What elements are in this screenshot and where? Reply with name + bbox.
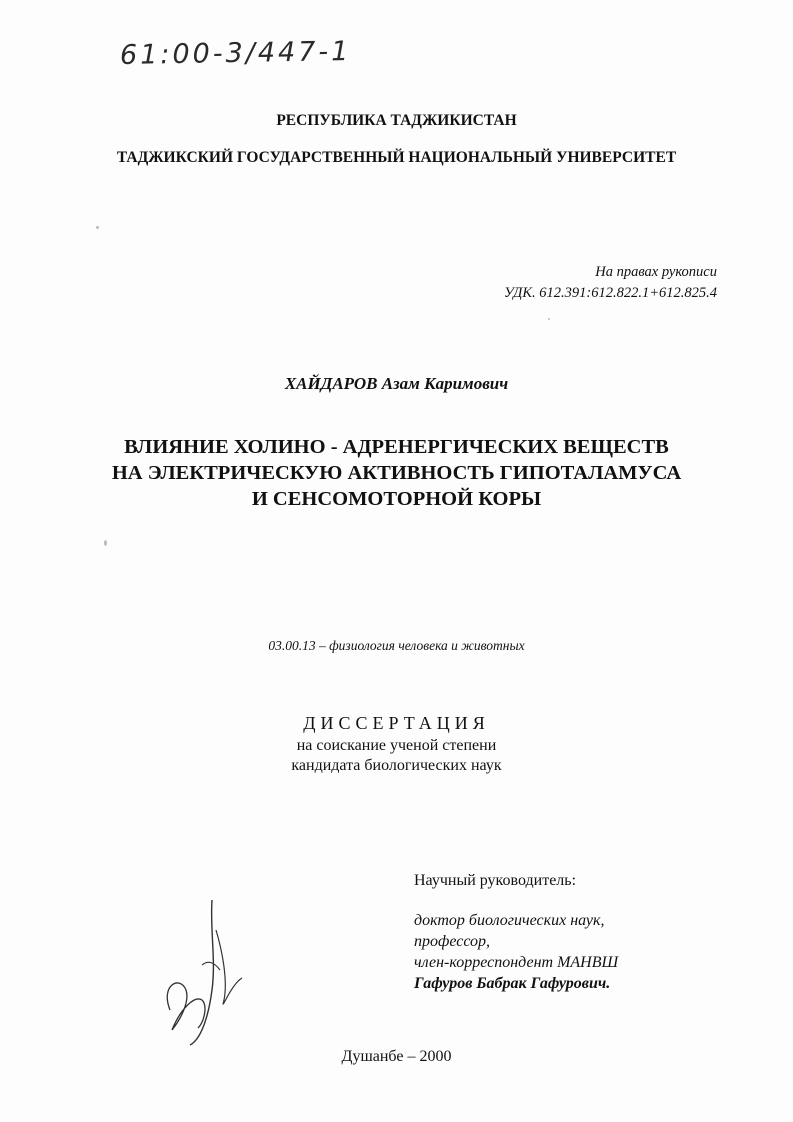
author-given-names: Азам Каримович <box>381 374 509 393</box>
supervisor-rank: профессор, <box>414 933 491 950</box>
supervisor-details <box>414 910 618 994</box>
degree-line-1: на соискание ученой степени <box>296 737 497 754</box>
title-line-1: ВЛИЯНИЕ ХОЛИНО - АДРЕНЕРГИЧЕСКИХ ВЕЩЕСТВ <box>124 436 669 458</box>
country-heading: РЕСПУБЛИКА ТАДЖИКИСТАН <box>276 112 517 129</box>
author-surname: ХАЙДАРОВ <box>284 374 378 393</box>
supervisor-degree: доктор биологических наук, <box>414 912 605 929</box>
manuscript-rights-label: На правах рукописи <box>595 264 717 280</box>
dissertation-title <box>0 434 793 512</box>
city-and-year: Душанбе – 2000 <box>341 1048 452 1065</box>
archive-code-handwritten: 61:00-3/447-1 <box>119 35 352 72</box>
supervisor-name: Гафуров Бабрак Гафурович. <box>414 975 611 992</box>
supervisor-membership: член-корреспондент МАНВШ <box>414 954 619 971</box>
author-name <box>0 374 793 394</box>
title-line-3: И СЕНСОМОТОРНОЙ КОРЫ <box>251 488 542 510</box>
dissertation-label: ДИССЕРТАЦИЯ <box>303 713 490 733</box>
title-line-2: НА ЭЛЕКТРИЧЕСКУЮ АКТИВНОСТЬ ГИПОТАЛАМУСА <box>111 462 682 484</box>
scan-speck <box>548 318 550 320</box>
manuscript-rights-block <box>504 262 717 304</box>
degree-description <box>0 736 793 776</box>
scan-speck <box>104 540 107 546</box>
university-heading: ТАДЖИКСКИЙ ГОСУДАРСТВЕННЫЙ НАЦИОНАЛЬНЫЙ УНИВЕРСИТЕТ <box>116 149 677 166</box>
handwritten-signature <box>150 890 260 1050</box>
supervisor-label: Научный руководитель: <box>414 872 577 889</box>
degree-line-2: кандидата биологических наук <box>291 757 502 774</box>
udc-code: УДК. 612.391:612.822.1+612.825.4 <box>503 285 717 301</box>
specialty-code: 03.00.13 – физиология человека и животных <box>268 638 525 653</box>
scan-speck <box>96 226 99 229</box>
